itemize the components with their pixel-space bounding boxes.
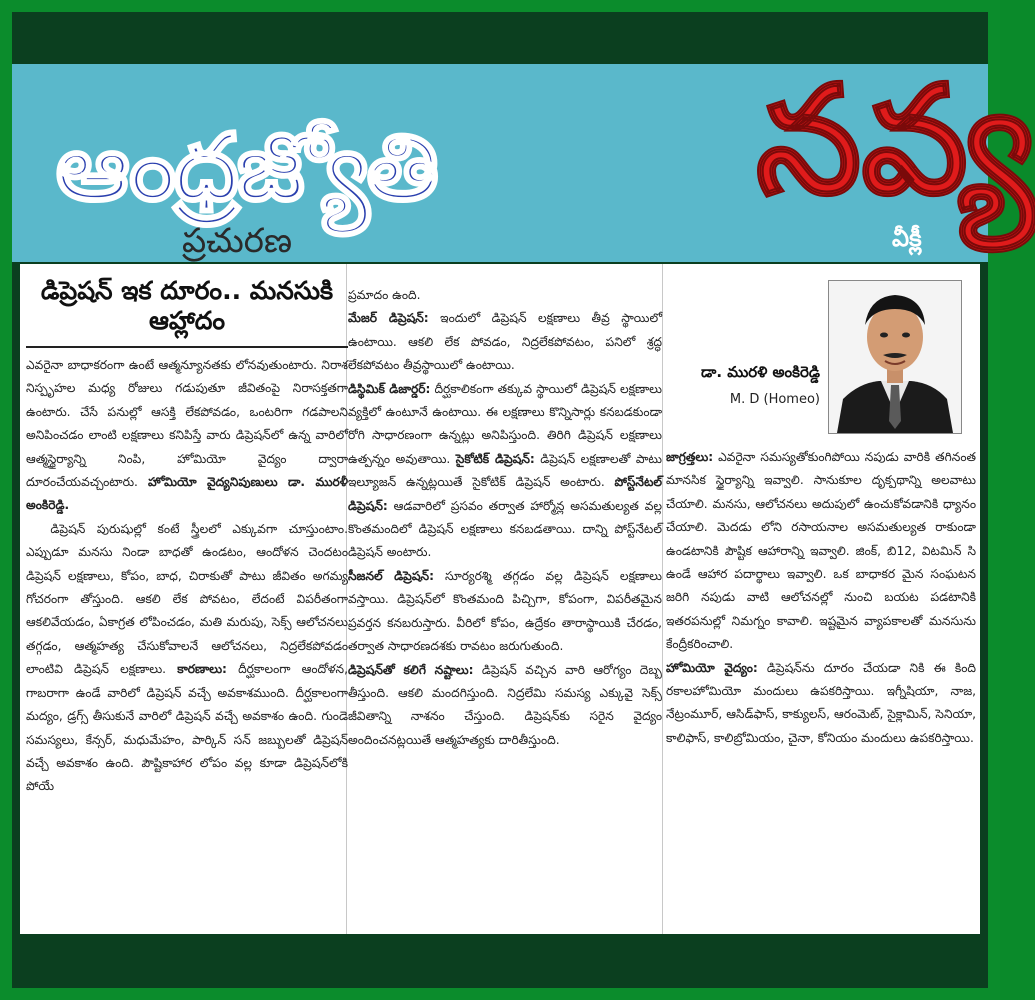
article-paragraph: డిప్రెషన్‌తో కలిగే నష్టాలు: డిప్రెషన్‌ వచ్చిన వారి ఆరోగ్యం దెబ్బ తీస్తుంది. ఆకలి మందగిస్తుంది. నిద్రలేమి సమస్య ఎక్కువై సెక్స్‌ జీవితాన్ని నాశనం చేస్తుంది. డిప్రెషన్‌కు సరైన వైద్యం అందించనట్లయితే ఆత్మహత్యకు దారితీస్తుంది. — [348, 662, 662, 747]
article-paragraph: ప్రమాదం ఉంది. — [348, 288, 421, 302]
brand-logo — [742, 54, 1035, 262]
author-name: డా. మురళి అంకిరెడ్డి — [701, 363, 820, 381]
article-paragraph: డిప్రెషన్‌ పురుషుల్లో కంటే స్త్రీలలో ఎక్కువగా చూస్తుంటాం. ఎప్పుడూ మనసు నిండా బాధతో ఉండటం, ఆందోళన చెందటం డిప్రెషన్‌ లక్షణాలు, కోపం, బాధ, చిరాకుతో పాటు జీవితం అగమ్య గోచరంగా తోస్తుంది. ఆకలి లేక పోవటం, లేదంటే విపరీతంగా ఆకలివేయడం, ఏకాగ్రత లోపించడం, మతి మరుపు, సెక్స్‌ ఆలోచనలు తగ్గడం, ఆత్మహత్య చేసుకోవాలనే ఆలోచనలు, నిద్రలేకపోవడం లాంటివి డిప్రెషన్‌ లక్షణాలు. కారణాలు: దీర్ఘకాలంగా ఆందోళన, గాబరాగా ఉండే వారిలో డిప్రెషన్‌ వచ్చే అవకాశముంది. దీర్ఘకాలంగా మద్యం, డ్రగ్స్‌ తీసుకునే వారిలో డిప్రెషన్‌ వచ్చే అవకాశం ఉంది. గుండె సమస్యలు, కేన్సర్‌, మధుమేహం, పార్కిన్‌ సన్‌ జబ్బులతో డిప్రెషన్‌ వచ్చే అవకాశం ఉంది. పౌష్టికాహార లోపం వల్ల కూడా డిప్రెషన్‌లోకి పోయే — [26, 521, 348, 794]
article-paragraph: మేజర్‌ డిప్రెషన్‌: ఇందులో డిప్రెషన్‌ లక్షణాలు తీవ్ర స్థాయిలో ఉంటాయి. ఆకలి లేక పోవడం, నిద్రలేకపోవటం, పనిలో శ్రద్ధ లేకపోవటం తీవ్రస్థాయిలో ఉంటాయి. — [348, 311, 662, 373]
article-paragraph: జాగ్రత్తలు: ఎవరైనా సమస్యతోకుంగిపోయి నపుడు వారికి తగినంత మానసిక స్థైర్యాన్ని ఇవ్వాలి. సానుకూల దృక్పథాన్ని అలవాటు చేయాలి. మనసు, ఆలోచనలు అదుపులో ఉంచుకోవడానికి ధ్యానం చేయాలి. మెదడు లోని రసాయనాల అసమతుల్యత రాకుండా ఉండటానికి పౌష్టిక ఆహారాన్ని ఇవ్వాలి. జింక్‌, బి12, విటమిన్‌ సి ఉండే ఆహార పదార్థాలు ఇవ్వాలి. ఒక బాధాకర మైన సంఘటన జరిగి నపుడు వాటి ఆలోచనల్లో నుంచి బయట పడటానికి ఇతరపనుల్లో నిమగ్నం కావాలి. ఇష్టమైన వ్యాపకాలతో మనసును కేంద్రీకరించాలి. — [666, 450, 976, 652]
article-paragraph: డిస్థిమిక్‌ డిజార్డర్‌: దీర్ఘకాలికంగా తక్కువ స్థాయిలో డిప్రెషన్‌ లక్షణాలు వ్యక్తిలో ఉంటూనే ఉంటాయి. ఈ లక్షణాలు కొన్నిసార్లు కనబడకుండా రోగి సాధారణంగా ఉన్నట్లు అనిపిస్తుంది. తిరిగి డిప్రెషన్‌ లక్షణాలు ఉత్పన్నం అవుతాయి. సైకోటిక్‌ డిప్రెషన్‌: డిప్రెషన్‌ లక్షణాలతో పాటు ఇల్యూజన్‌ ఉన్నట్లయితే సైకోటిక్‌ డిప్రెషన్‌ అంటారు. పోస్ట్‌నేటల్‌ డిప్రెషన్‌: ఆడవారిలో ప్రసవం తర్వాత హార్మోన్ల అసమతుల్యత వల్ల కొంతమందిలో డిప్రెషన్‌ లక్షణాలు కనబడతాయి. దాన్ని పోస్ట్‌నేటల్‌ డిప్రెషన్‌ అంటారు. — [348, 381, 663, 560]
newspaper-title: ఆంధ్రజ్యోతి — [56, 114, 437, 221]
article-headline: డిప్రెషన్‌ ఇక దూరం.. మనసుకి ఆహ్లాదం — [26, 264, 348, 348]
author-photo — [828, 280, 962, 434]
author-degree: M. D (Homeo) — [729, 392, 820, 407]
newspaper-subtitle: ప్రచురణ — [182, 221, 293, 261]
masthead — [12, 54, 1035, 262]
article-paragraph: సీజనల్‌ డిప్రెషన్‌: సూర్యరశ్మి తగ్గడం వల్ల డిప్రెషన్‌ లక్షణాలు వస్తాయి. డిప్రెషన్‌లో కొంతమంది పిచ్చిగా, కోపంగా, విపరీతమైన ప్రవర్తన కనబరుస్తారు. వీరిలో కోపం, ఉద్రేకం తారాస్థాయికి చేరడం, తర్వాత సాధారణదశకు రావటం జరుగుతుంది. — [348, 568, 662, 654]
article-paragraph: హోమియో వైద్యం: డిప్రెషన్‌ను దూరం చేయడా నికి ఈ కింది రకాలహోమియో మందులు ఉపకరిస్తాయి. ఇగ్నీషియా, నాజ, నేట్రంమూర్‌, ఆసిడ్‌ఫాస్‌, కాక్యులస్‌, ఆరంమెట్‌, సైక్లామిన్‌, సెనియా, కాలిఫాస్‌, కాలిబ్రోమియం, చైనా, కోనియం మందులు ఉపకరిస్తాయి. — [666, 660, 976, 745]
article-paragraph: ఎవరైనా బాధాకరంగా ఉంటే ఆత్మన్యూనతకు లోనవుతుంటారు. నిరాశ నిస్పృహల మధ్య రోజులు గడుపుతూ జీవితంపై నిరాసక్తతగా ఉంటారు. చేసే పనుల్లో ఆసక్తి లేకపోవడం, ఒంటరిగా గడపాలని అనిపించడం లాంటి లక్షణాలు కనిపిస్తే వారు డిప్రెషన్‌లో ఉన్న వారిలో ఆత్మస్థైర్యాన్ని నింపి, హోమియో వైద్యం ద్వారా దూరంచేయవచ్చంటారు. హోమియో వైద్యనిపుణులు డా. మురళీ అంకిరెడ్డి. — [26, 358, 349, 513]
article-column-3 — [666, 446, 976, 750]
article-column-2 — [348, 284, 662, 752]
brand-weekly: వీక్లీ — [892, 224, 922, 252]
article-clipping — [20, 264, 980, 934]
article-column-1 — [26, 264, 348, 799]
brand-name: నవ్య — [756, 54, 1035, 228]
